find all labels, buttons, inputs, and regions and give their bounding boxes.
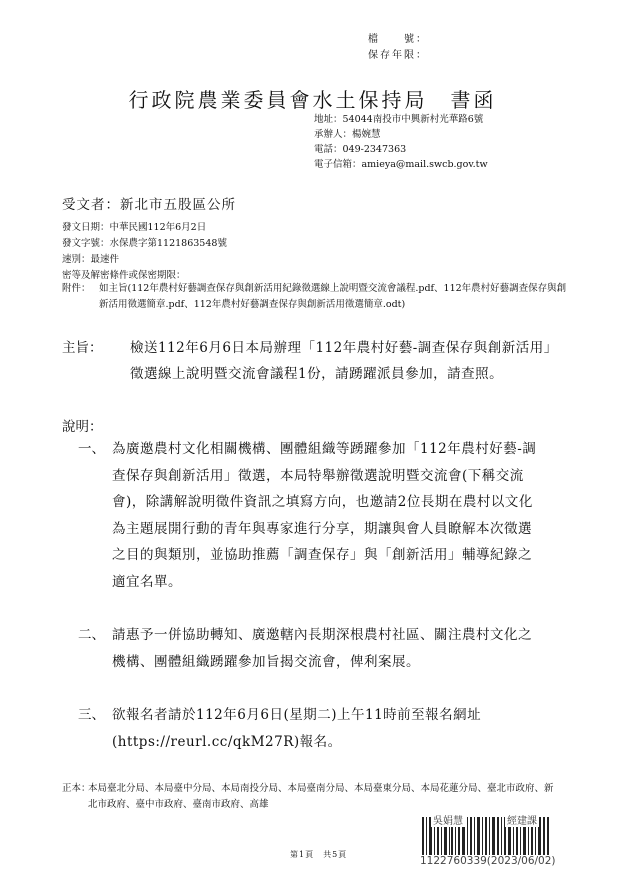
contact-block — [314, 112, 488, 172]
retention-period-label: 保存年限： — [368, 50, 428, 61]
stamp-name: 吳娟慧 — [431, 812, 465, 827]
contact-address: 地址：54044南投市中興新村光華路6號 — [314, 114, 484, 125]
subject-label: 主旨： — [62, 340, 103, 356]
explanation-item-number: 三、 — [78, 707, 105, 723]
issue-date: 發文日期：中華民國112年6月2日 — [62, 222, 207, 233]
explanation-item-number: 一、 — [78, 441, 105, 457]
cc-recipients: 本局臺北分局、本局臺中分局、本局南投分局、本局臺南分局、本局臺東分局、本局花蓮分局、臺北市政府、新北市政府、臺中市政府、臺南市政府、高雄 — [88, 783, 554, 810]
contact-email: 電子信箱：amieya@mail.swcb.gov.tw — [314, 159, 488, 170]
subject-text: 檢送112年6月6日本局辦理「112年農村好藝-調查保存與創新活用」徵選線上說明暨交流會議程1份，請踴躍派員參加，請查照。 — [130, 340, 558, 382]
barcode-number: 1122760339(2023/06/02) — [420, 855, 556, 867]
cc-label: 正本： — [62, 783, 91, 794]
file-number-label: 檔 號： — [368, 34, 428, 45]
page-number: 第1頁 共5頁 — [290, 850, 348, 859]
attachment-text: 如主旨(112年農村好藝調查保存與創新活用紀錄徵選線上說明暨交流會議程.pdf、112年農村好藝調查保存與創新活用徵選簡章.pdf、112年農村好藝調查保存與創新活用徵選簡章.odt) — [99, 283, 567, 310]
security-level: 密等及解密條件或保密期限： — [62, 270, 186, 281]
explanation-label: 說明： — [62, 419, 103, 435]
contact-phone: 電話：049-2347363 — [314, 144, 407, 155]
explanation-item-text: 為廣邀農村文化相關機構、團體組織等踴躍參加「112年農村好藝-調查保存與創新活用」徵選，本局特舉辦徵選說明暨交流會(下稱交流會)，除講解說明徵件資訊之填寫方向，也邀請2位長期在農村以文化為主題展開行動的青年與專家進行分享，期讓與會人員瞭解本次徵選之目的與類別，並協助推薦「調查保存」與「創新活用」輔導紀錄之適宜名單。 — [112, 441, 537, 590]
delivery-speed: 速別：最速件 — [62, 254, 120, 265]
contact-handler: 承辦人：楊婉慧 — [314, 129, 381, 140]
attachment-label: 附件： — [62, 283, 91, 294]
explanation-item-number: 二、 — [78, 627, 105, 643]
document-number: 發文字號：水保農字第1121863548號 — [62, 238, 227, 249]
stamp-unit: 經建課 — [505, 812, 539, 827]
recipient: 受文者：新北市五股區公所 — [62, 197, 236, 213]
document-title: 行政院農業委員會水土保持局 書函 — [128, 88, 497, 112]
explanation-item-text: 欲報名者請於112年6月6日(星期二)上午11時前至報名網址(https://reurl.cc/qkM27R)報名。 — [112, 707, 482, 750]
explanation-item-text: 請惠予一併協助轉知、廣邀轄內長期深根農村社區、關注農村文化之機構、團體組織踴躍參加旨揭交流會，俾利案展。 — [112, 627, 532, 670]
